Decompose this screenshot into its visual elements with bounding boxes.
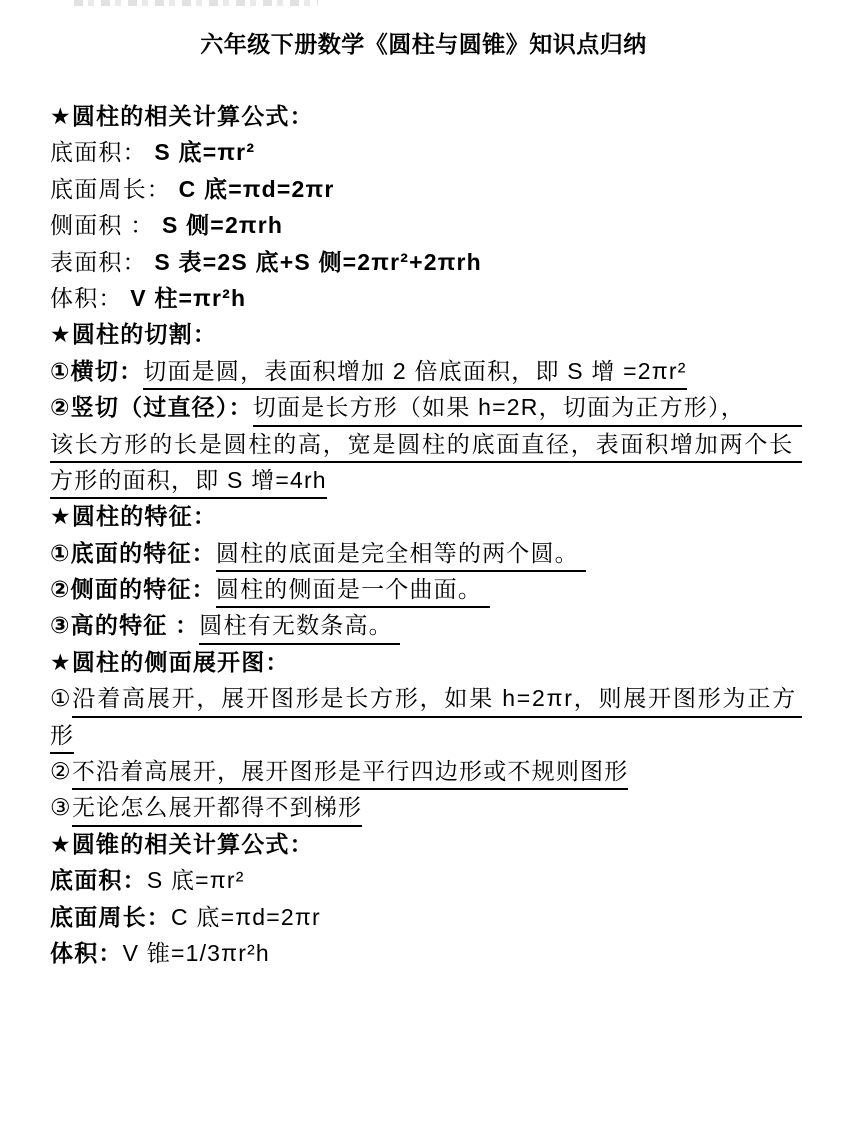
text-segment: ★圆柱的相关计算公式： <box>50 103 314 129</box>
cylinder-formulas-heading <box>50 99 802 135</box>
cylinder-volume-line <box>50 281 802 317</box>
text-segment: S 底=πr² <box>146 867 245 894</box>
text-segment: 形 <box>50 718 74 754</box>
unfold-not-along-height-line <box>50 754 802 790</box>
text-segment: 底面周长： <box>50 903 171 930</box>
text-segment: ★圆柱的切割： <box>50 321 218 348</box>
text-segment: ①底面的特征： <box>50 539 216 566</box>
text-segment: 体积： <box>50 284 123 311</box>
cylinder-surface-area-line <box>50 245 802 281</box>
height-feature-line <box>50 608 802 644</box>
text-segment: 无论怎么展开都得不到梯形 <box>72 790 362 826</box>
text-segment: 切面是长方形（如果 h=2R，切面为正方形）， <box>253 390 753 426</box>
cross-cut-line <box>50 354 802 390</box>
text-segment: 方形的面积，即 S 增=4rh <box>50 463 327 499</box>
cone-base-area-line <box>50 863 802 899</box>
vertical-cut-line-1 <box>50 390 802 426</box>
text-segment: ②侧面的特征： <box>50 576 216 603</box>
text-segment: 该长方形的长是圆柱的高，宽是圆柱的底面直径，表面积增加两个长 <box>50 427 794 463</box>
underline-filler <box>797 681 802 717</box>
text-segment: 底面积： <box>50 139 147 166</box>
side-feature-line <box>50 572 802 608</box>
text-segment: ② <box>50 758 72 785</box>
text-segment: ①横切： <box>50 357 144 384</box>
cone-volume-line <box>50 936 802 972</box>
text-segment: ① <box>50 685 73 712</box>
vertical-cut-line-3 <box>50 463 802 499</box>
unfold-along-height-line-2 <box>50 718 802 754</box>
underline-filler <box>794 427 802 463</box>
cropped-text-artifact <box>74 0 318 6</box>
text-segment: S 侧=2πrh <box>154 212 284 239</box>
text-segment: 表面积： <box>50 248 147 275</box>
lateral-unfold-heading <box>50 645 802 681</box>
text-segment: 圆柱的侧面是一个曲面。 <box>216 572 490 608</box>
document-body <box>50 99 802 972</box>
text-segment: V 锥=1/3πr²h <box>122 939 270 966</box>
vertical-cut-line-2 <box>50 427 802 463</box>
text-segment: 切面是圆，表面积增加 2 倍底面积，即 S 增 =2πr² <box>143 354 686 390</box>
unfold-along-height-line-1 <box>50 681 802 717</box>
text-segment: 侧面积 ： <box>50 212 155 239</box>
page-title: 六年级下册数学《圆柱与圆锥》知识点归纳 <box>200 31 647 57</box>
unfold-no-trapezoid-line <box>50 790 802 826</box>
cylinder-lateral-area-line <box>50 208 802 244</box>
cone-formulas-heading <box>50 827 802 863</box>
text-segment: 圆柱的底面是完全相等的两个圆。 <box>216 536 587 572</box>
text-segment: S 底=πr² <box>146 139 256 166</box>
cylinder-base-circumference-line <box>50 172 802 208</box>
text-segment: 圆柱有无数条高。 <box>199 608 400 644</box>
text-segment: V 柱=πr²h <box>122 284 247 311</box>
text-segment: ③高的特征 ： <box>50 612 200 639</box>
base-feature-line <box>50 536 802 572</box>
text-segment: C 底=πd=2πr <box>171 175 335 202</box>
text-segment: ③ <box>50 794 72 821</box>
text-segment: C 底=πd=2πr <box>171 903 321 930</box>
text-segment: ★圆柱的特征： <box>50 503 218 530</box>
text-segment: S 表=2S 底+S 侧=2πr²+2πrh <box>146 248 482 275</box>
cylinder-cutting-heading <box>50 317 802 353</box>
underline-filler <box>753 390 803 426</box>
text-segment: ★圆柱的侧面展开图： <box>50 648 290 675</box>
text-segment: 底面积： <box>50 867 147 894</box>
text-segment: 不沿着高展开，展开图形是平行四边形或不规则图形 <box>72 754 629 790</box>
cone-base-circumference-line <box>50 900 802 936</box>
text-segment: ★圆锥的相关计算公式： <box>50 830 314 857</box>
text-segment: 体积： <box>50 939 123 966</box>
text-segment: 底面周长： <box>50 175 171 202</box>
text-segment: ②竖切（过直径）： <box>50 394 253 421</box>
cylinder-features-heading <box>50 499 802 535</box>
cylinder-base-area-line <box>50 135 802 171</box>
text-segment: 沿着高展开，展开图形是长方形，如果 h=2πr，则展开图形为正方 <box>72 681 797 717</box>
